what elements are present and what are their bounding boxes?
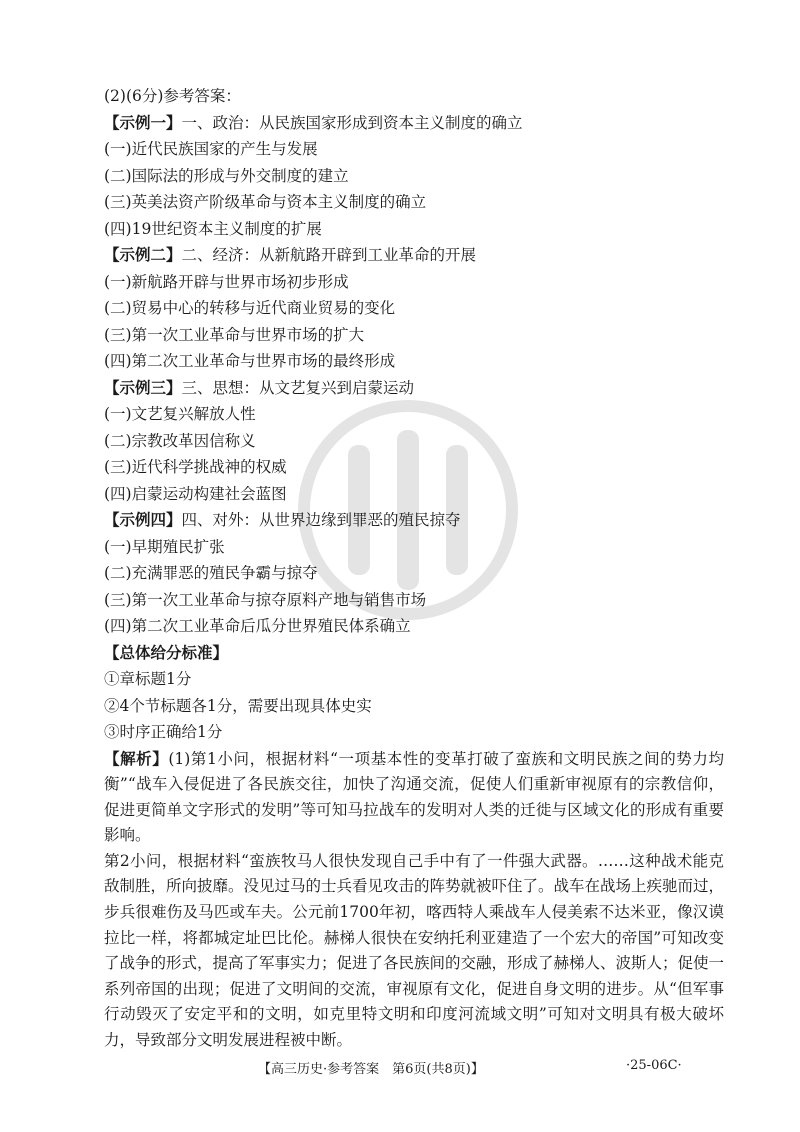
example-3-item: (一)文艺复兴解放人性 [104,405,256,423]
document-body [104,83,724,1054]
scoring-item: ①章标题1分 [104,670,192,688]
example-4-tag: 【示例四】 [104,510,182,529]
example-4-title: 四、对外：从世界边缘到罪恶的殖民掠夺 [181,511,461,529]
example-3-item: (二)宗教改革因信称义 [104,431,256,450]
example-2-heading [104,242,724,269]
footer-page-info: 【高三历史·参考答案 第6页(共8页)】 [258,1062,484,1077]
example-2-item: (三)第一次工业革命与世界市场的扩大 [104,325,365,344]
example-4-item: (四)第二次工业革命后瓜分世界殖民体系确立 [104,617,411,635]
scoring-item: ②4个节标题各1分，需要出现具体史实 [104,696,372,715]
example-4-heading [104,507,724,534]
example-2-item: (四)第二次工业革命与世界市场的最终形成 [104,352,396,370]
example-4-item: (三)第一次工业革命与掠夺原料产地与销售市场 [104,590,427,609]
example-1-title: 一、政治：从民族国家形成到资本主义制度的确立 [181,113,523,132]
example-3-title: 三、思想：从文艺复兴到启蒙运动 [181,378,415,397]
example-1-item: (二)国际法的形成与外交制度的建立 [104,166,349,185]
example-3-heading [104,375,724,402]
scoring-item: ③时序正确给1分 [104,723,223,741]
example-4-item: (一)早期殖民扩张 [104,537,225,556]
example-2-item: (一)新航路开辟与世界市场初步形成 [104,272,349,291]
analysis-paragraph-2: 第2小问，根据材料“蛮族牧马人很快发现自己手中有了一件强大武器。……这种战术能克敌制胜，所向披靡。没见过马的士兵看见攻击的阵势就被吓住了。战车在战场上疾驰而过，步兵很难伤及马匹或车夫。公元前1700年初，喀西特人乘战车人侵美索不达米亚，像汉谟拉比一样，将都城定址巴比伦。赫梯人很快在安纳托利亚建造了一个宏大的帝国”可知改变了战争的形式，提高了军事实力；促进了各民族间的交融，形成了赫梯人、波斯人；促使一系列帝国的出现；促进了文明间的交流，审视原有文化，促进自身文明的进步。从“但军事行动毁灭了安定平和的文明，如克里特文明和印度河流域文明”可知对文明具有极大破坏力，导致部分文明发展进程被中断。 [104,851,725,1050]
example-3-item: (三)近代科学挑战神的权威 [104,458,287,476]
example-3-tag: 【示例三】 [104,377,182,397]
answer-header: (2)(6分)参考答案： [104,87,241,105]
analysis-paragraph-1 [104,746,724,849]
analysis-text-1: (1)第1小问，根据材料“一项基本性的变革打破了蛮族和文明民族之间的势力均衡”“战车入侵促进了各民族交往，加快了沟通交流，促使人们重新审视原有的宗教信仰，促进更简单文字形式的发明”等可知马拉战车的发明对人类的迁徙与区域文化的形成有重要影响。 [104,749,724,845]
example-1-heading [104,110,724,137]
footer-code: ·25-06C· [626,1058,682,1073]
example-2-item: (二)贸易中心的转移与近代商业贸易的变化 [104,299,396,317]
analysis-tag: 【解析】 [104,748,169,768]
example-2-tag: 【示例二】 [104,245,182,264]
example-1-item: (三)英美法资产阶级革命与资本主义制度的确立 [104,193,427,211]
page-footer [0,1058,800,1082]
example-3-item: (四)启蒙运动构建社会蓝图 [104,484,287,503]
scoring-title: 【总体给分标准】 [104,642,229,662]
example-1-item: (四)19世纪资本主义制度的扩展 [104,219,322,238]
example-2-title: 二、经济：从新航路开辟到工业革命的开展 [181,246,477,264]
example-4-item: (二)充满罪恶的殖民争霸与掠夺 [104,564,318,582]
example-1-item: (一)近代民族国家的产生与发展 [104,140,318,158]
example-1-tag: 【示例一】 [104,112,182,132]
